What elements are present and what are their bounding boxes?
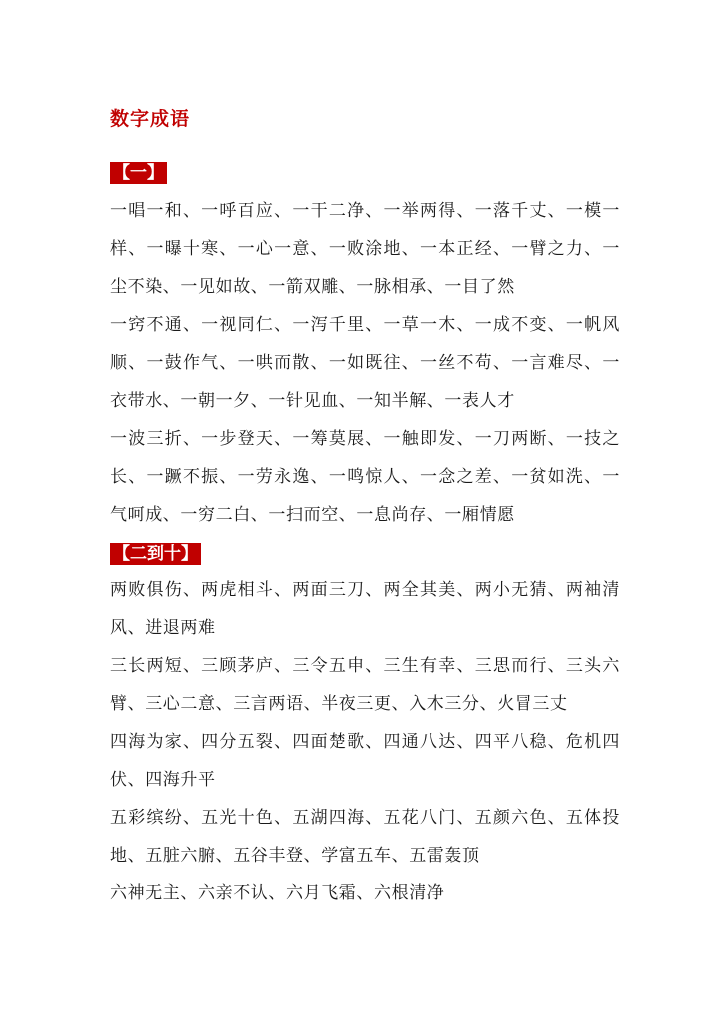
- paragraph: 两败俱伤、两虎相斗、两面三刀、两全其美、两小无猜、两袖清风、进退两难: [110, 580, 620, 638]
- paragraph: 一唱一和、一呼百应、一干二净、一举两得、一落千丈、一模一样、一曝十寒、一心一意、一败涂地、一本正经、一臂之力、一尘不染、一见如故、一箭双雕、一脉相承、一目了然: [110, 201, 620, 297]
- paragraph: 六神无主、六亲不认、六月飞霜、六根清净: [110, 883, 445, 903]
- document-title: 数字成语: [110, 108, 191, 130]
- paragraph: 四海为家、四分五裂、四面楚歌、四通八达、四平八稳、危机四伏、四海升平: [110, 732, 620, 790]
- paragraph: 一窍不通、一视同仁、一泻千里、一草一木、一成不变、一帆风顺、一鼓作气、一哄而散、一如既往、一丝不苟、一言难尽、一衣带水、一朝一夕、一针见血、一知半解、一表人才: [110, 315, 620, 411]
- section-heading-one: 【一】: [110, 162, 167, 184]
- paragraph: 三长两短、三顾茅庐、三令五申、三生有幸、三思而行、三头六臂、三心二意、三言两语、半夜三更、入木三分、火冒三丈: [110, 656, 620, 714]
- section-heading-two-to-ten: 【二到十】: [110, 543, 201, 565]
- paragraph: 五彩缤纷、五光十色、五湖四海、五花八门、五颜六色、五体投地、五脏六腑、五谷丰登、学富五车、五雷轰顶: [110, 808, 620, 866]
- paragraph: 一波三折、一步登天、一筹莫展、一触即发、一刀两断、一技之长、一蹶不振、一劳永逸、一鸣惊人、一念之差、一贫如洗、一气呵成、一穷二白、一扫而空、一息尚存、一厢情愿: [110, 429, 620, 525]
